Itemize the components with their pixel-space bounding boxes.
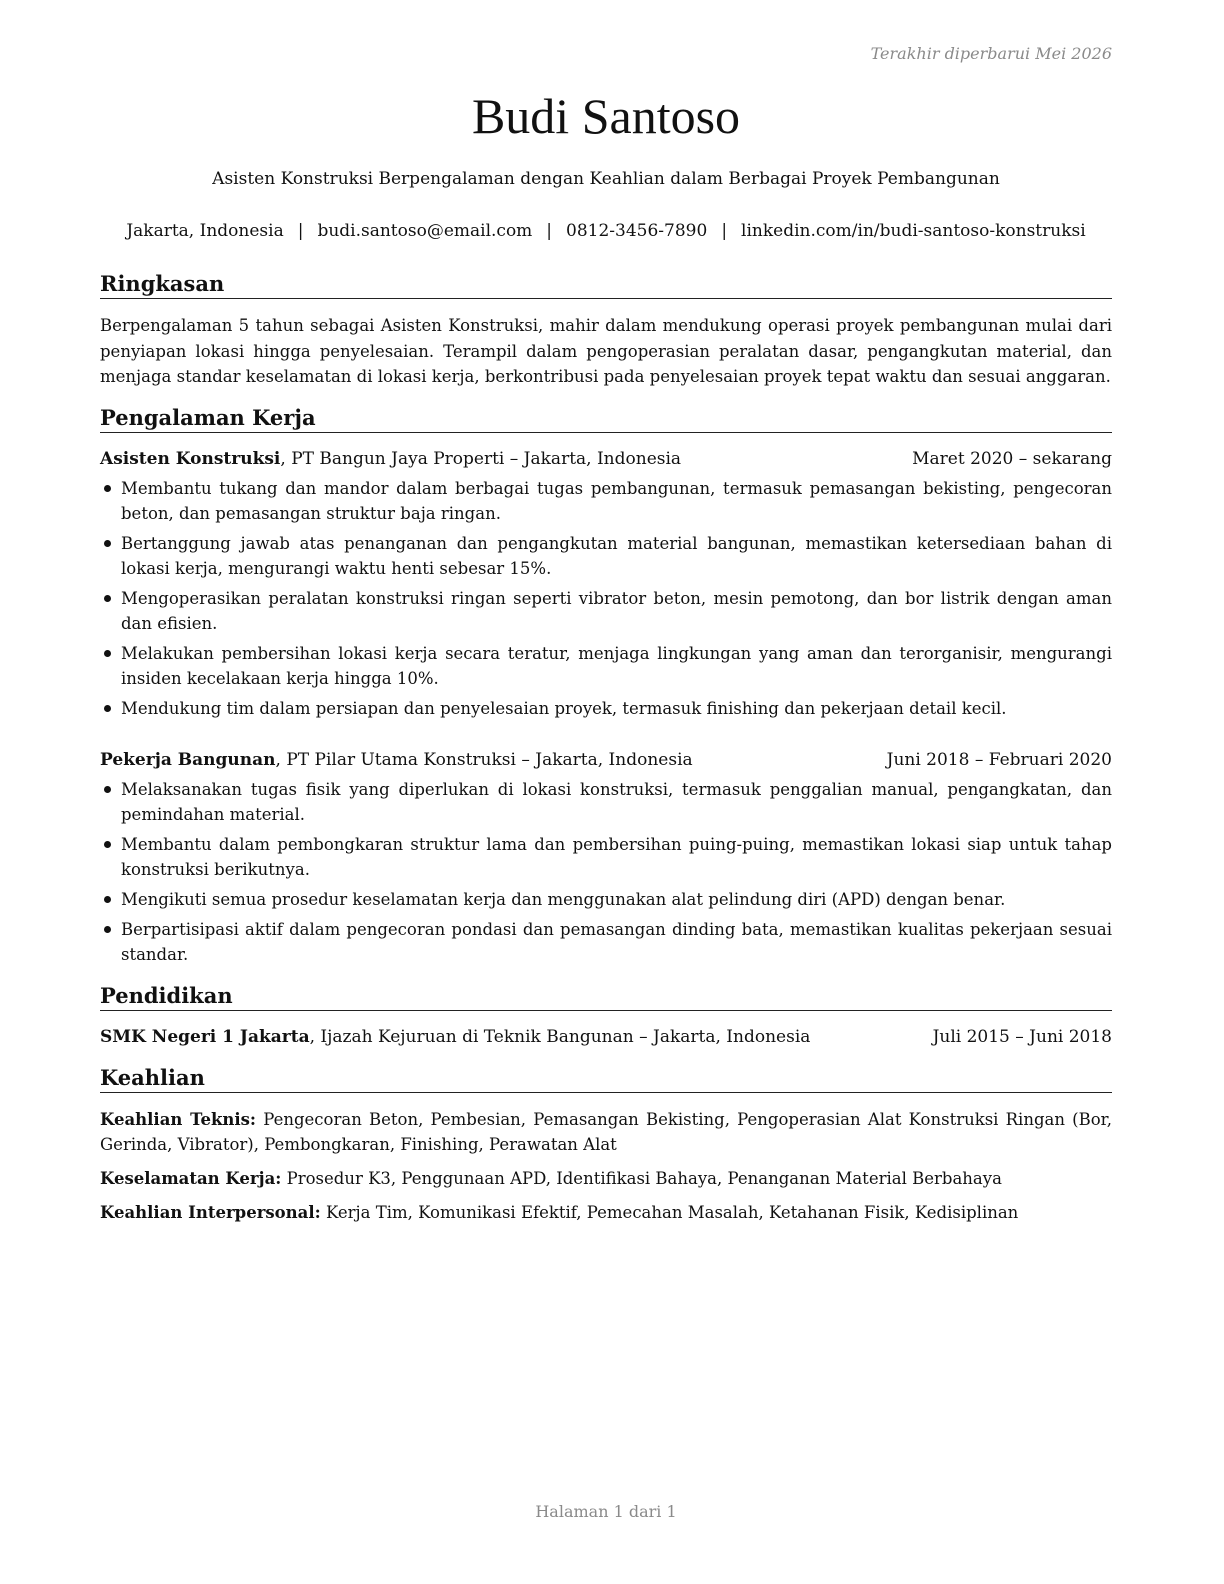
education-entry — [100, 1025, 1112, 1050]
skill-value: Prosedur K3, Penggunaan APD, Identifikasi Bahaya, Penanganan Material Berbahaya — [281, 1168, 1002, 1188]
job-role: Pekerja Bangunan — [100, 749, 276, 770]
job-title-line — [100, 748, 693, 773]
skill-label: Keselamatan Kerja: — [100, 1168, 282, 1188]
skill-label: Keahlian Interpersonal: — [100, 1202, 321, 1222]
contact-location: Jakarta, Indonesia — [126, 221, 284, 241]
section-title-summary: Ringkasan — [100, 270, 1112, 299]
contact-separator: | — [546, 221, 553, 241]
job-company: , PT Bangun Jaya Properti – Jakarta, Indonesia — [280, 448, 682, 469]
contact-phone: 0812-3456-7890 — [566, 221, 708, 241]
list-item: Melaksanakan tugas fisik yang diperlukan di lokasi konstruksi, termasuk penggalian manual, pengangkatan, dan pemindahan material. — [100, 777, 1112, 827]
list-item: Mendukung tim dalam persiapan dan penyelesaian proyek, termasuk finishing dan pekerjaan detail kecil. — [100, 696, 1112, 721]
page-number: Halaman 1 dari 1 — [535, 1502, 677, 1521]
job-entry — [100, 748, 1112, 967]
skill-group — [100, 1107, 1112, 1157]
list-item: Mengoperasikan peralatan konstruksi ringan seperti vibrator beton, mesin pemotong, dan bor listrik dengan aman dan efisien. — [100, 586, 1112, 636]
list-item: Bertanggung jawab atas penanganan dan pengangkutan material bangunan, memastikan ketersediaan bahan di lokasi kerja, mengurangi waktu henti sebesar 15%. — [100, 531, 1112, 581]
education-dates: Juli 2015 – Juni 2018 — [932, 1026, 1112, 1047]
skill-group — [100, 1166, 1112, 1191]
contact-separator: | — [297, 221, 304, 241]
contact-email[interactable]: budi.santoso@email.com — [317, 221, 533, 241]
contact-linkedin[interactable]: linkedin.com/in/budi-santoso-konstruksi — [741, 221, 1086, 241]
education-school: SMK Negeri 1 Jakarta — [100, 1026, 310, 1047]
job-header — [100, 447, 1112, 472]
section-title-education: Pendidikan — [100, 982, 1112, 1011]
job-entry — [100, 447, 1112, 721]
list-item: Membantu tukang dan mandor dalam berbagai tugas pembangunan, termasuk pemasangan bekisting, pengecoran beton, dan pemasangan struktur baja ringan. — [100, 476, 1112, 526]
section-title-skills: Keahlian — [100, 1064, 1112, 1093]
contact-line — [100, 220, 1112, 242]
job-title-line — [100, 447, 681, 472]
summary-text: Berpengalaman 5 tahun sebagai Asisten Konstruksi, mahir dalam mendukung operasi proyek pembangunan mulai dari penyiapan lokasi hingga penyelesaian. Terampil dalam pengoperasian peralatan dasar, pengangkutan material, dan menjaga standar keselamatan di lokasi kerja, berkontribusi pada penyelesaian proyek tepat waktu dan sesuai anggaran. — [100, 316, 1112, 386]
contact-separator: | — [721, 221, 728, 241]
skill-value: Pengecoran Beton, Pembesian, Pemasangan Bekisting, Pengoperasian Alat Konstruksi Ringan (Bor, Gerinda, Vibrator), Pembongkaran, Finishing, Perawatan Alat — [100, 1109, 1112, 1154]
list-item: Mengikuti semua prosedur keselamatan kerja dan menggunakan alat pelindung diri (APD) dengan benar. — [100, 887, 1112, 912]
job-bullets — [100, 476, 1112, 721]
education-detail: , Ijazah Kejuruan di Teknik Bangunan – Jakarta, Indonesia — [309, 1026, 811, 1047]
job-company: , PT Pilar Utama Konstruksi – Jakarta, Indonesia — [275, 749, 693, 770]
job-role: Asisten Konstruksi — [100, 448, 281, 469]
list-item: Membantu dalam pembongkaran struktur lama dan pembersihan puing-puing, memastikan lokasi siap untuk tahap konstruksi berikutnya. — [100, 832, 1112, 882]
last-updated-note: Terakhir diperbarui Mei 2026 — [870, 44, 1112, 63]
skill-label: Keahlian Teknis: — [100, 1109, 257, 1129]
list-item: Melakukan pembersihan lokasi kerja secara teratur, menjaga lingkungan yang aman dan terorganisir, mengurangi insiden kecelakaan kerja hingga 10%. — [100, 641, 1112, 691]
education-title-line — [100, 1025, 810, 1050]
section-title-experience: Pengalaman Kerja — [100, 404, 1112, 433]
skill-group — [100, 1200, 1112, 1225]
skills-list — [100, 1107, 1112, 1225]
resume-page — [100, 0, 1112, 1584]
candidate-tagline: Asisten Konstruksi Berpengalaman dengan Keahlian dalam Berbagai Proyek Pembangunan — [212, 169, 1000, 189]
resume-content — [100, 270, 1112, 1234]
job-bullets — [100, 777, 1112, 967]
job-header — [100, 748, 1112, 773]
list-item: Berpartisipasi aktif dalam pengecoran pondasi dan pemasangan dinding bata, memastikan kualitas pekerjaan sesuai standar. — [100, 917, 1112, 967]
skill-value: Kerja Tim, Komunikasi Efektif, Pemecahan Masalah, Ketahanan Fisik, Kedisiplinan — [320, 1202, 1019, 1222]
job-dates: Juni 2018 – Februari 2020 — [886, 749, 1112, 770]
candidate-name: Budi Santoso — [471, 88, 741, 144]
job-dates: Maret 2020 – sekarang — [912, 448, 1112, 469]
